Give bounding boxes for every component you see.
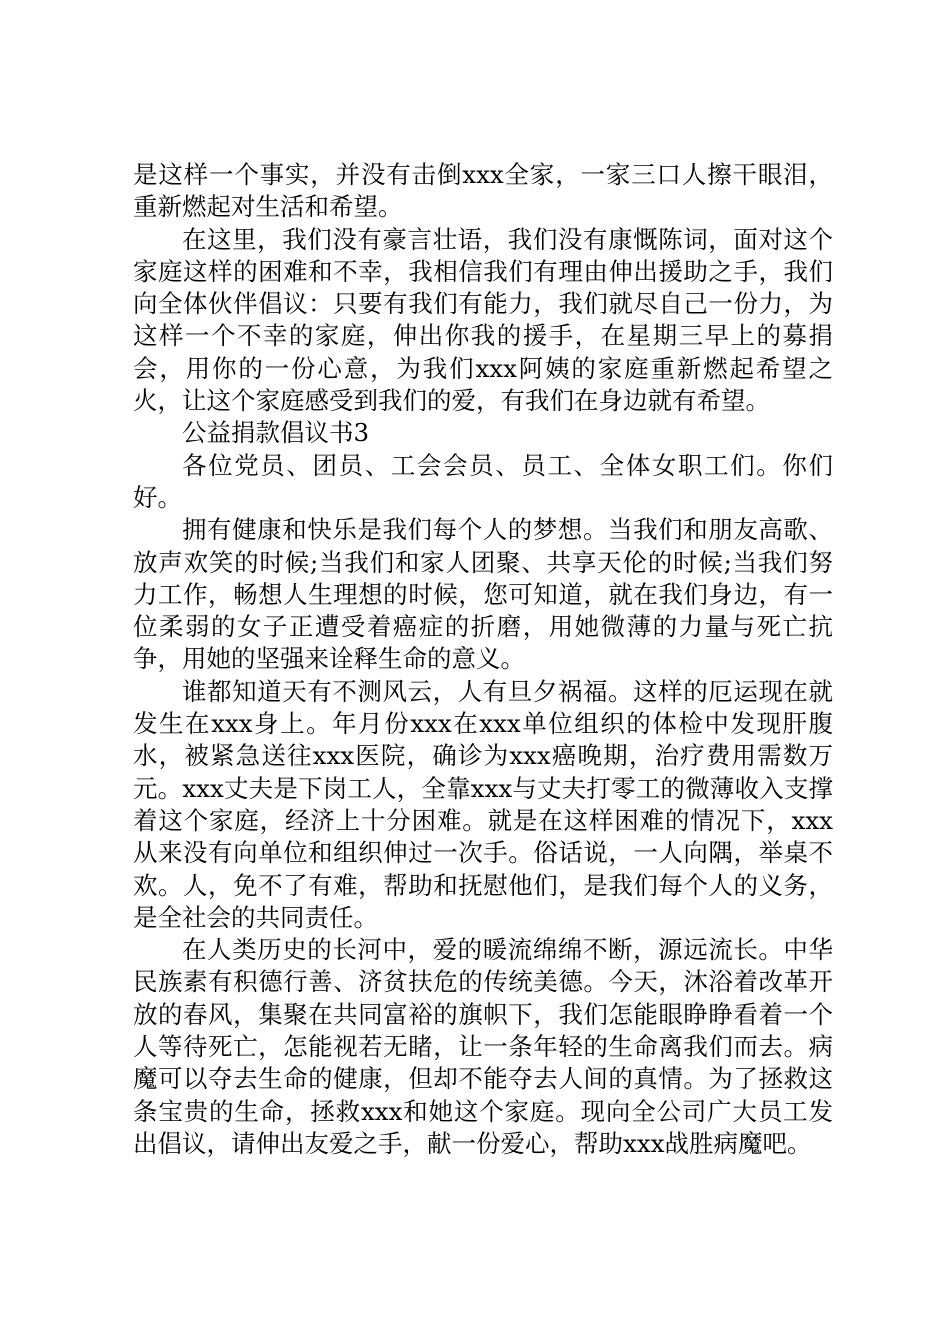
document-page bbox=[133, 159, 833, 1160]
paragraph-appeal: 在这里，我们没有豪言壮语，我们没有康慨陈词，面对这个家庭这样的困难和不幸，我相信我们有理由伸出援助之手，我们向全体伙伴倡议：只要有我们有能力，我们就尽自己一份力，为这样一个不幸的家庭，伸出你我的援手，在星期三早上的募捐会，用你的一份心意，为我们xxx阿姨的家庭重新燃起希望之火，让这个家庭感受到我们的爱，有我们在身边就有希望。 bbox=[133, 224, 833, 416]
paragraph-situation: 谁都知道天有不测风云，人有旦夕祸福。这样的厄运现在就发生在xxx身上。年月份xxx在xxx单位组织的体检中发现肝腹水，被紧急送往xxx医院，确诊为xxx癌晚期，治疗费用需数万元。xxx丈夫是下岗工人，全靠xxx与丈夫打零工的微薄收入支撑着这个家庭，经济上十分困难。就是在这样困难的情况下，xxx从来没有向单位和组织伸过一次手。俗话说，一人向隅，举桌不欢。人，免不了有难，帮助和抚慰他们，是我们每个人的义务，是全社会的共同责任。 bbox=[133, 676, 833, 932]
salutation: 各位党员、团员、工会会员、员工、全体女职工们。你们好。 bbox=[133, 450, 833, 512]
paragraph-call-to-action: 在人类历史的长河中，爱的暖流绵绵不断，源远流长。中华民族素有积德行善、济贫扶危的传统美德。今天，沐浴着改革开放的春风，集聚在共同富裕的旗帜下，我们怎能眼睁睁看着一个人等待死亡，怎能视若无睹，让一条年轻的生命离我们而去。病魔可以夺去生命的健康，但却不能夺去人间的真情。为了拯救这条宝贵的生命，拯救xxx和她这个家庭。现向全公司广大员工发出倡议，请伸出友爱之手，献一份爱心，帮助xxx战胜病魔吧。 bbox=[133, 935, 833, 1158]
paragraph-intro: 拥有健康和快乐是我们每个人的梦想。当我们和朋友高歌、放声欢笑的时候;当我们和家人团聚、共享天伦的时候;当我们努力工作，畅想人生理想的时候，您可知道，就在我们身边，有一位柔弱的女子正遭受着癌症的折磨，用她微薄的力量与死亡抗争，用她的坚强来诠释生命的意义。 bbox=[133, 515, 833, 674]
section-heading: 公益捐款倡议书3 bbox=[182, 418, 370, 448]
paragraph-continuation: 是这样一个事实，并没有击倒xxx全家，一家三口人擦干眼泪，重新燃起对生活和希望。 bbox=[133, 160, 833, 222]
